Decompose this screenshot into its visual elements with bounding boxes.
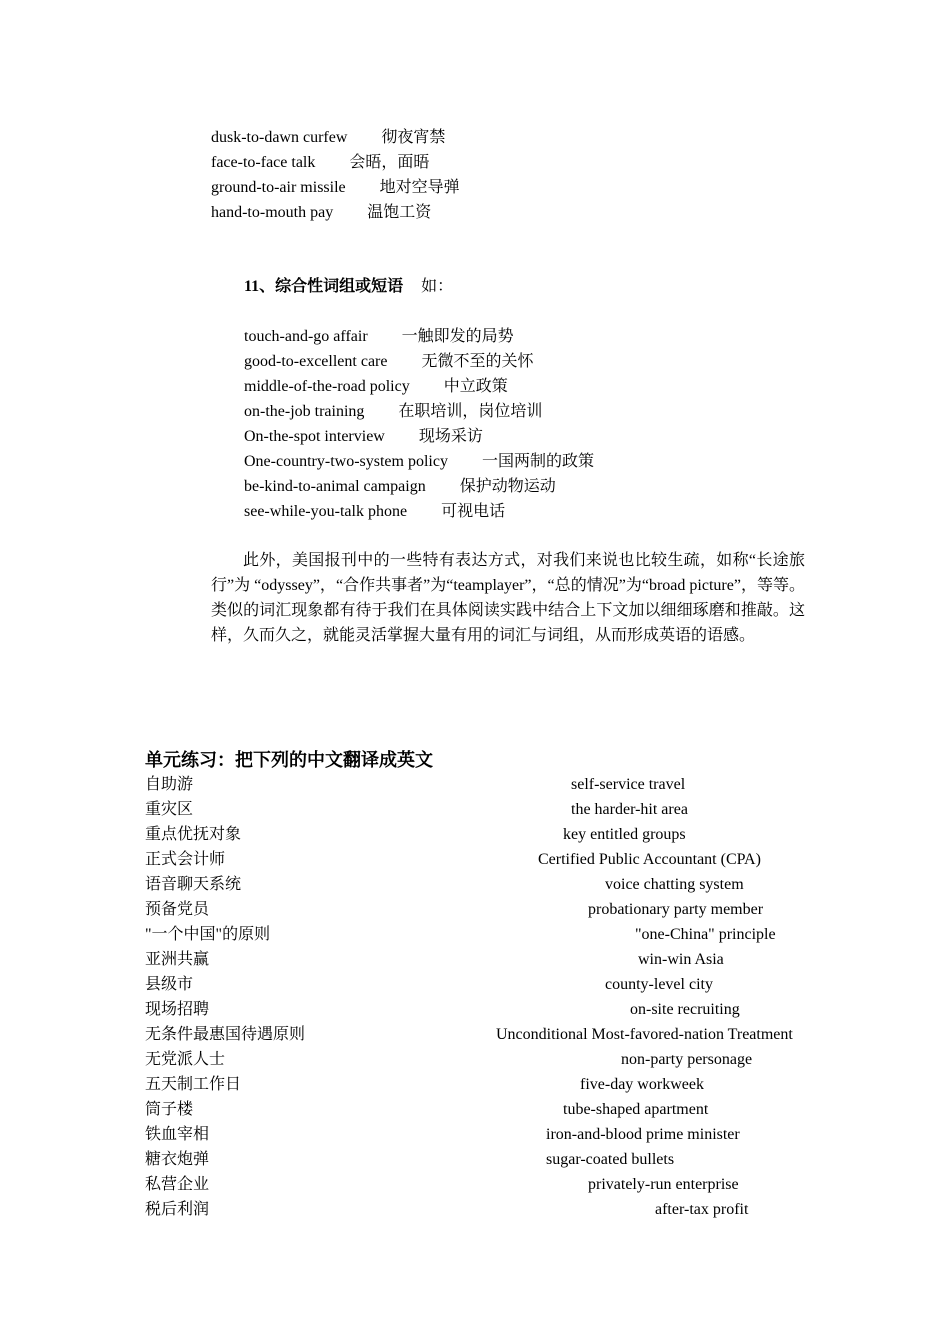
compound-zh: 中立政策 [443,378,508,395]
compound-en: face-to-face talk [211,154,316,171]
exercise-en: win-win Asia [638,951,724,968]
compound-zh: 一触即发的局势 [401,328,514,345]
exercise-zh: 糖衣炮弹 [145,1151,210,1168]
exercise-en: Certified Public Accountant (CPA) [538,851,761,868]
exercise-zh: 无条件最惠国待遇原则 [145,1026,306,1043]
exercise-en: on-site recruiting [630,1001,740,1018]
compound-en: ground-to-air missile [211,179,346,196]
compound-en: see-while-you-talk phone [244,503,408,520]
compound-en: good-to-excellent care [244,353,388,370]
compound-item [244,377,508,397]
compound-en: On-the-spot interview [244,428,385,445]
compound-item [211,178,460,198]
exercise-zh: 重灾区 [145,801,194,818]
exercise-zh: 铁血宰相 [145,1126,210,1143]
compound-zh: 温饱工资 [367,204,432,221]
exercise-zh: 现场招聘 [145,1001,210,1018]
exercise-en: "one-China" principle [635,926,776,943]
exercise-title: 单元练习：把下列的中文翻译成英文 [145,750,433,770]
exercise-en: self-service travel [571,776,686,793]
body-paragraph: 此外，美国报刊中的一些特有表达方式，对我们来说也比较生疏，如称“长途旅行”为 “odyssey”，“合作共事者”为“teamplayer”，“总的情况”为“broad picture”，等等。类似的词汇现象都有待于我们在具体阅读实践中结合上下文加以细细琢磨和推敲。这样，久而久之，就能灵活掌握大量有用的词汇与词组，从而形成英语的语感。 [211,552,805,644]
compound-item [244,427,483,447]
exercise-zh: 语音聊天系统 [145,876,242,893]
exercise-en: iron-and-blood prime minister [546,1126,740,1143]
compound-item [211,128,445,148]
exercise-en: five-day workweek [580,1076,704,1093]
exercise-zh: 五天制工作日 [145,1076,242,1093]
compound-en: hand-to-mouth pay [211,204,334,221]
compound-zh: 无微不至的关怀 [421,353,534,370]
compound-en: be-kind-to-animal campaign [244,478,426,495]
compound-zh: 保护动物运动 [459,478,556,495]
compound-zh: 地对空导弹 [379,179,460,196]
exercise-zh: "一个中国"的原则 [145,926,271,943]
exercise-zh: 税后利润 [145,1201,210,1218]
compound-item [244,402,542,422]
exercise-en: Unconditional Most-favored-nation Treatment [496,1026,793,1043]
exercise-zh: 筒子楼 [145,1101,194,1118]
exercise-zh: 重点优抚对象 [145,826,242,843]
section-heading-title: 11、综合性词组或短语 [244,278,404,295]
compound-en: middle-of-the-road policy [244,378,410,395]
exercise-en: key entitled groups [563,826,686,843]
exercise-en: after-tax profit [655,1201,749,1218]
compound-item [244,327,514,347]
compound-en: One-country-two-system policy [244,453,448,470]
compound-zh: 一国两制的政策 [481,453,594,470]
exercise-zh: 预备党员 [145,901,210,918]
compound-item [244,452,594,472]
section-heading [244,277,453,297]
compound-zh: 会晤，面晤 [349,154,430,171]
exercise-en: the harder-hit area [571,801,688,818]
compound-en: on-the-job training [244,403,365,420]
exercise-en: tube-shaped apartment [563,1101,709,1118]
compound-item [244,502,505,522]
exercise-en: non-party personage [621,1051,753,1068]
exercise-zh: 自助游 [145,776,194,793]
compound-item [211,153,429,173]
compound-item [244,477,556,497]
exercise-zh: 正式会计师 [145,851,226,868]
exercise-en: privately-run enterprise [588,1176,739,1193]
exercise-zh: 县级市 [145,976,194,993]
exercise-zh: 私营企业 [145,1176,210,1193]
compound-en: touch-and-go affair [244,328,368,345]
compound-en: dusk-to-dawn curfew [211,129,348,146]
compound-zh: 在职培训，岗位培训 [398,403,543,420]
exercise-en: probationary party member [588,901,764,918]
exercise-en: county-level city [605,976,713,993]
exercise-zh: 亚洲共赢 [145,951,210,968]
exercise-zh: 无党派人士 [145,1051,226,1068]
compound-zh: 彻夜宵禁 [381,129,446,146]
compound-item [211,203,431,223]
compound-zh: 现场采访 [418,428,483,445]
section-heading-hint: 如： [421,278,454,295]
compound-item [244,352,534,372]
compound-zh: 可视电话 [441,503,506,520]
exercise-en: sugar-coated bullets [546,1151,675,1168]
exercise-en: voice chatting system [605,876,744,893]
